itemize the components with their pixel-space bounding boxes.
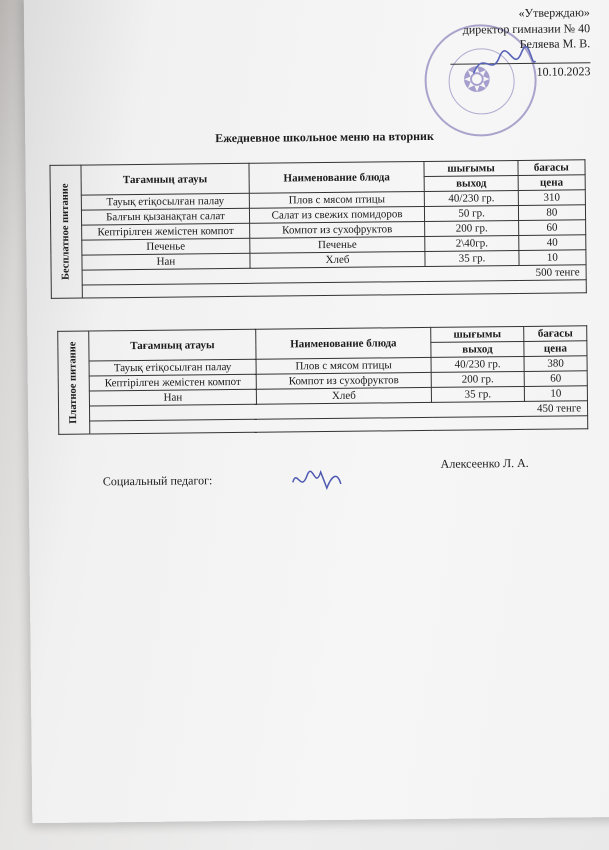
dish-price: 380: [524, 356, 587, 372]
official-stamp: ❂: [424, 24, 537, 137]
dish-yield: 2\40гр.: [425, 235, 518, 251]
page-title: Ежедневное школьное меню на вторник: [215, 128, 434, 146]
header-yield-ru: выход: [425, 175, 518, 191]
dish-name-ru: Компот из сухофруктов: [256, 372, 431, 389]
dish-price: 10: [524, 386, 587, 402]
header-yield-kz: шығымы: [431, 326, 524, 342]
dish-price: 80: [518, 205, 585, 221]
paid-menu-label-cell: [58, 331, 90, 434]
free-menu-table: [49, 159, 586, 299]
pedagogue-signature: [287, 458, 347, 499]
dish-name-kz: Нан: [89, 389, 256, 406]
dish-yield: 35 гр.: [431, 386, 524, 402]
header-name-kz: Тағамның атауы: [89, 329, 256, 361]
header-name-kz: Тағамның атауы: [81, 163, 249, 195]
dish-price: 310: [518, 190, 585, 206]
dish-yield: 35 гр.: [425, 250, 518, 266]
dish-name-ru: Плов с мясом птицы: [256, 357, 431, 374]
paid-menu-total: 450 тенге: [89, 401, 587, 421]
free-menu-label-cell: [50, 165, 83, 298]
dish-name-kz: Балғын қызанақтан салат: [82, 208, 250, 225]
dish-name-kz: Печенье: [82, 238, 250, 255]
footer-role: Социальный педагог:: [102, 473, 213, 489]
dish-name-ru: Печенье: [249, 236, 425, 253]
footer-name: Алексеенко Л. А.: [440, 455, 529, 471]
free-menu-total: 500 тенге: [82, 265, 586, 285]
header-price-kz: бағасы: [524, 326, 587, 342]
approval-heading: «Утверждаю»: [518, 5, 590, 20]
header-yield-ru: выход: [431, 341, 524, 357]
paid-menu-table: [57, 325, 588, 435]
dish-price: 60: [518, 220, 585, 236]
dish-yield: 200 гр.: [431, 371, 524, 387]
dish-yield: 200 гр.: [425, 220, 518, 236]
header-yield-kz: шығымы: [424, 161, 517, 177]
paid-menu-label: Платное питание: [67, 341, 80, 424]
dish-name-kz: Тауық етіқосылған палау: [81, 193, 249, 210]
document-sheet: [24, 0, 609, 823]
dish-name-kz: Нан: [82, 253, 250, 270]
dish-name-ru: Салат из свежих помидоров: [249, 206, 425, 223]
dish-price: 10: [519, 250, 586, 266]
header-price-kz: бағасы: [518, 160, 585, 176]
dish-price: 60: [524, 371, 587, 387]
dish-name-ru: Хлеб: [256, 387, 431, 404]
dish-name-kz: Тауық етіқосылған палау: [89, 359, 256, 376]
approval-position: директор гимназии № 40: [462, 20, 591, 37]
dish-name-ru: Хлеб: [250, 251, 426, 268]
dish-yield: 50 гр.: [425, 205, 518, 221]
dish-price: 40: [518, 235, 585, 251]
approval-date: 10.10.2023: [450, 62, 590, 81]
approval-name: Беляева М. В.: [519, 36, 591, 51]
header-price-ru: цена: [518, 175, 585, 191]
free-menu-label: Бесплатное питание: [59, 183, 72, 281]
header-name-ru: Наименование блюда: [256, 327, 431, 359]
header-name-ru: Наименование блюда: [249, 161, 425, 193]
dish-name-ru: Плов с мясом птицы: [249, 191, 425, 208]
dish-yield: 40/230 гр.: [431, 356, 524, 372]
dish-name-kz: Кептірілген жемістен компот: [82, 223, 250, 240]
dish-name-kz: Кептірілген жемістен компот: [89, 374, 256, 391]
header-price-ru: цена: [524, 341, 587, 357]
dish-yield: 40/230 гр.: [425, 190, 518, 206]
dish-name-ru: Компот из сухофруктов: [249, 221, 425, 238]
director-signature: [469, 43, 539, 84]
